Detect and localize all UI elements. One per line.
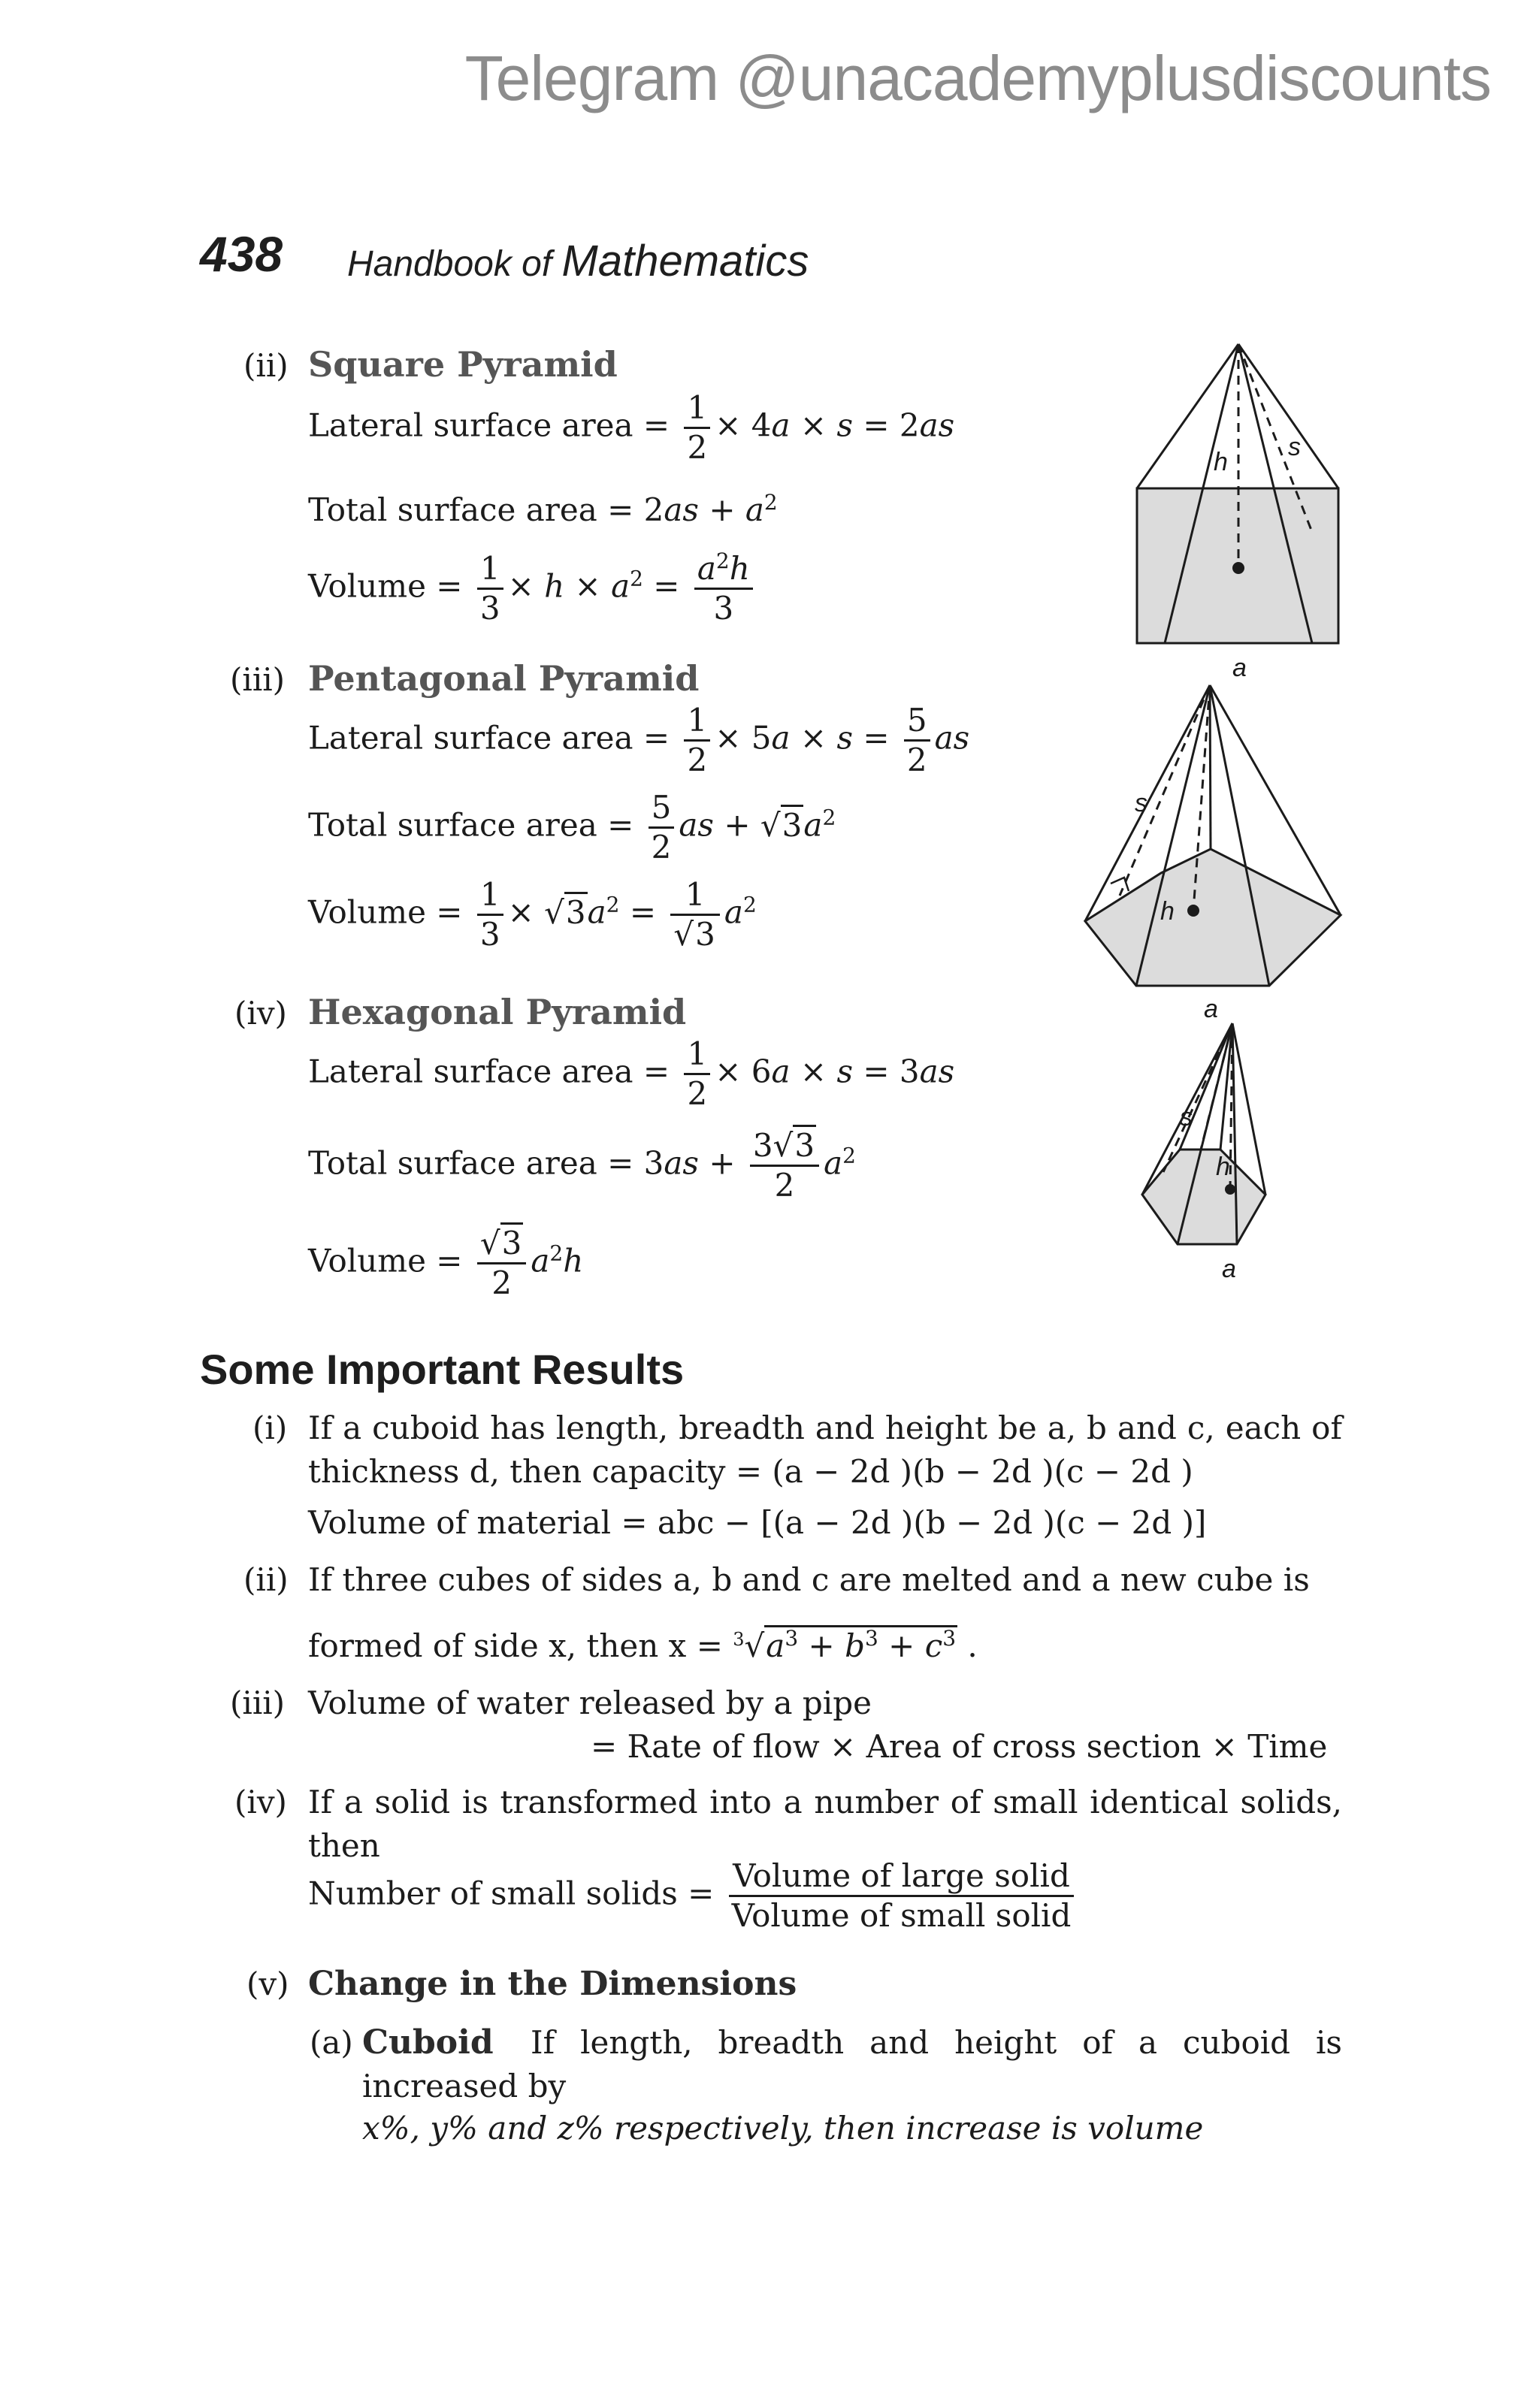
cuboid-change-line: x%, y% and z% respectively, then increase is volume xyxy=(362,2110,1204,2147)
item-number: (iii) xyxy=(230,661,286,698)
result-cuboid-capacity: If a cuboid has length, breadth and height be a, b and c, each of thickness d, then capacity = (a − 2d )(b − 2d )(c − 2d ) xyxy=(308,1409,1342,1490)
height-label: h xyxy=(1160,897,1175,926)
change-dimensions-heading: Change in the Dimensions xyxy=(308,1965,797,2003)
formula-label: Lateral surface area = xyxy=(308,1053,670,1090)
pentagonal-volume-formula: Volume = $\frac{1}{3}$ × $√3a^2$ = $\frac{1}{√3}$ $a^2$ xyxy=(308,876,757,953)
fraction: $\frac{3√3}{2}$ xyxy=(750,1127,819,1204)
formula-label: Volume = xyxy=(308,567,463,605)
result-cubes-formula: formed of side x, then $x = ^3√a^3 + b^3 + c^3$ . xyxy=(308,1626,978,1664)
section-heading: Some Important Results xyxy=(200,1346,685,1393)
formula-label: Volume = xyxy=(308,1242,463,1280)
book-title-main: Mathematics xyxy=(561,237,809,286)
result-pipe-volume: Volume of water released by a pipe xyxy=(308,1684,872,1721)
square-volume-formula: Volume = $\frac{1}{3}$ × $h \times a^2$ = $\frac{a^2h}{3}$ xyxy=(308,550,757,627)
hexagonal-volume-formula: Volume = $\frac{√3}{2}$ $a^2h$ xyxy=(308,1225,583,1302)
result-cubes-melted: If three cubes of sides a, b and c are melted and a new cube is xyxy=(308,1561,1310,1598)
formula-label: Total surface area = xyxy=(308,491,634,528)
square-tsa-formula: Total surface area = $2as + a^2$ xyxy=(308,490,778,528)
item-number: (ii) xyxy=(243,347,289,384)
fraction: $\frac{a^2h}{3}$ xyxy=(694,550,753,627)
cuboid-change-text: If length, breadth and height of a cuboid is increased by xyxy=(362,2024,1342,2104)
result-small-solids: If a solid is transformed into a number of small identical solids, then xyxy=(308,1784,1342,1864)
formula-label: Volume = xyxy=(308,893,463,931)
fraction: $\frac{√3}{2}$ xyxy=(477,1225,527,1302)
hexagonal-pyramid-figure xyxy=(1142,1023,1265,1244)
fraction: $\frac{1}{2}$ xyxy=(684,1035,710,1113)
side-label: a xyxy=(1222,1255,1236,1283)
height-label: h xyxy=(1216,1153,1230,1181)
result-small-solids-formula xyxy=(308,1857,1078,1935)
result-cuboid-material: Volume of material = abc − [(a − 2d )(b − 2d )(c − 2d )] xyxy=(308,1504,1207,1541)
fraction: $\frac{1}{2}$ xyxy=(684,389,710,467)
fraction: $\frac{5}{2}$ xyxy=(904,702,930,779)
formula-label: Number of small solids = xyxy=(308,1875,715,1912)
formula-label: Lateral surface area = xyxy=(308,719,670,757)
item-number: (iii) xyxy=(230,1684,286,1721)
item-number: (iv) xyxy=(234,1784,287,1820)
formula-label: formed of side x, then x = xyxy=(308,1627,723,1664)
item-number: (i) xyxy=(252,1409,288,1446)
result-pipe-formula: = Rate of flow × Area of cross section × Time xyxy=(591,1728,1328,1765)
item-number: (a) xyxy=(310,2024,353,2061)
pentagonal-pyramid-heading: Pentagonal Pyramid xyxy=(308,658,700,699)
fraction: $\frac{1}{√3}$ xyxy=(670,876,720,953)
item-number: (iv) xyxy=(234,995,287,1032)
formula-label: Total surface area = xyxy=(308,806,634,844)
side-label: a xyxy=(1204,995,1218,1023)
slant-height-label: s xyxy=(1135,789,1147,817)
item-number: (v) xyxy=(246,1965,289,2002)
fraction: $\frac{1}{2}$ xyxy=(684,702,710,779)
fraction: $\frac{5}{2}$ xyxy=(649,789,675,866)
slant-height-label: s xyxy=(1180,1103,1193,1131)
hexagonal-tsa-formula: Total surface area = 3as + $\frac{3√3}{2}$ $a^2$ xyxy=(308,1127,856,1204)
hexagonal-pyramid-heading: Hexagonal Pyramid xyxy=(308,992,687,1032)
square-pyramid-heading: Square Pyramid xyxy=(308,344,618,385)
book-title xyxy=(347,236,809,286)
formula-label: Total surface area = xyxy=(308,1144,634,1182)
fraction: $\frac{1}{3}$ xyxy=(477,550,503,627)
formula-label: Lateral surface area = xyxy=(308,406,670,444)
watermark: Telegram @unacademyplusdiscounts xyxy=(464,43,1491,113)
fraction: $\frac{\text{Volume of large solid}}{\text{Volume of small solid}}$ xyxy=(729,1857,1075,1935)
square-lsa-formula: Lateral surface area = $\frac{1}{2}$ × 4a × s = 2as xyxy=(308,389,955,466)
side-label: a xyxy=(1232,654,1247,682)
cuboid-heading: Cuboid xyxy=(362,2023,494,2062)
item-number: (ii) xyxy=(243,1561,289,1598)
height-label: h xyxy=(1214,448,1228,476)
pentagonal-pyramid-figure xyxy=(1085,685,1341,986)
page-number: 438 xyxy=(200,226,283,282)
pentagonal-lsa-formula: Lateral surface area = $\frac{1}{2}$ × 5a × s = $\frac{5}{2}$ as xyxy=(308,702,970,778)
pyramid-figures xyxy=(1067,331,1368,1292)
pentagonal-tsa-formula: Total surface area = $\frac{5}{2}$ as + $√3a^2$ xyxy=(308,789,836,866)
hexagonal-lsa-formula: Lateral surface area = $\frac{1}{2}$ × 6a × s = 3as xyxy=(308,1035,955,1112)
fraction: $\frac{1}{3}$ xyxy=(477,876,503,953)
book-title-prefix: Handbook of xyxy=(347,244,552,284)
square-pyramid-figure xyxy=(1137,344,1338,643)
slant-height-label: s xyxy=(1288,433,1301,461)
